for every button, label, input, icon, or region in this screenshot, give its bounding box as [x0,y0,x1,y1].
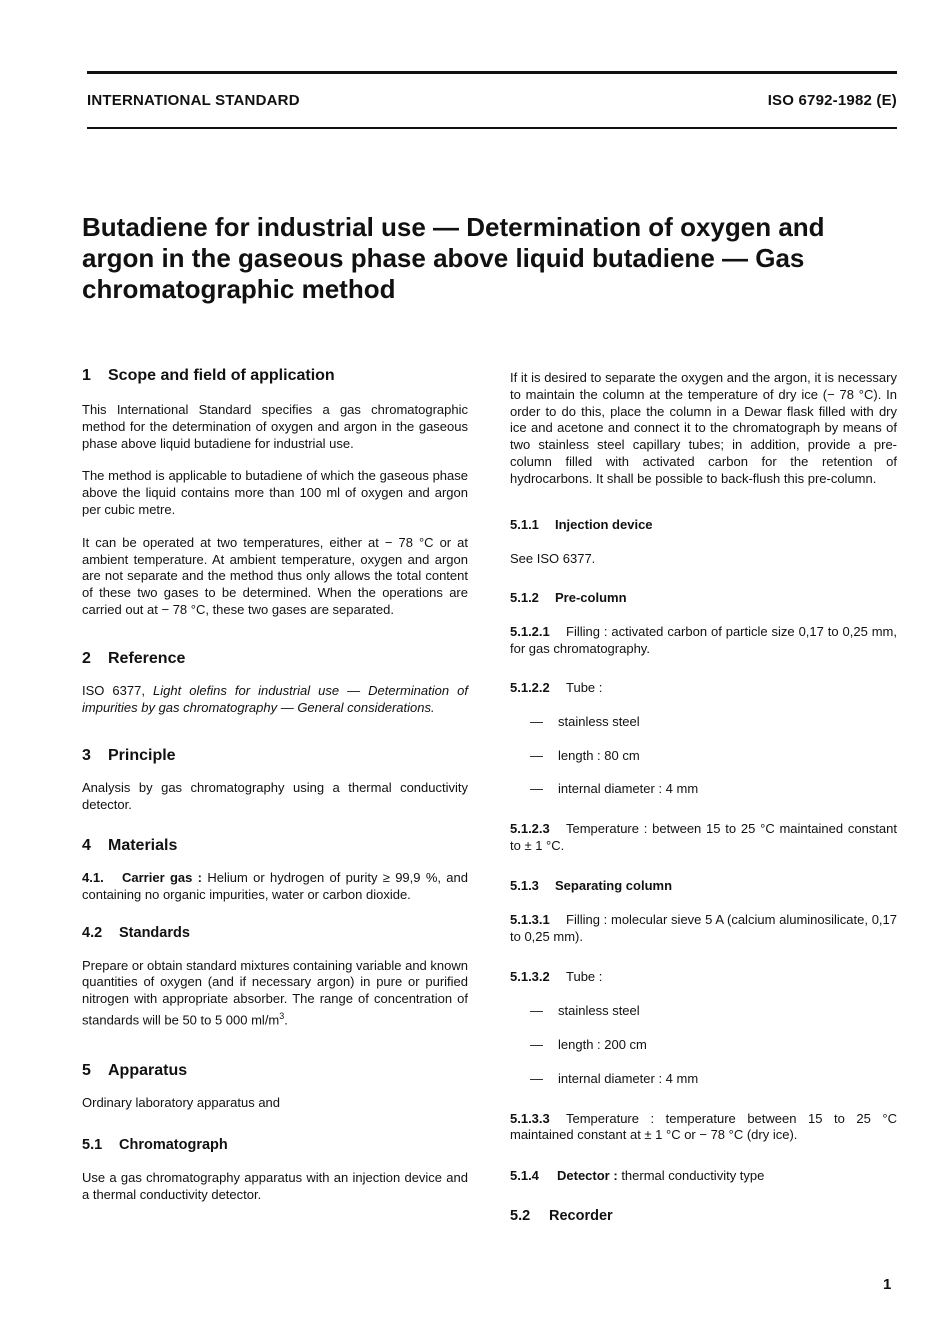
left-column [82,366,468,1203]
section-5-1-3-2-text: 5.1.3.2 Tube : [510,969,603,985]
section-5-1-4-text: 5.1.4 Detector : thermal conductivity type [510,1168,765,1184]
section-4-2-paragraph: Prepare or obtain standard mixtures containing variable and known quantities of oxygen (and if necessary argon) in pure or purified nitrogen with appropriate absorber. The range of concentration of standards will be 50 to 5 000 $ml/m^3$. [82,957,468,1028]
chromatograph-separation-paragraph: If it is desired to separate the oxygen and the argon, it is necessary to maintain the column at the temperature of dry ice (− 78 °C). In order to do this, place the column in a Dewar flask filled with dry ice and acetone and connect it to the chromatograph by means of two stainless steel capillary tubes; in addition, provide a pre-column filled with activated carbon for the retention of hydrocarbons. It shall be possible to back-flush this pre-column. [510,370,897,486]
section-5-1-3-3-text: 5.1.3.3 Temperature : temperature between 15 to 25 °C maintained constant at ± 1 °C or − 78 °C (dry ice). [510,1110,897,1143]
section-5-1-2-heading: 5.1.2 Pre-column [510,590,627,606]
section-1-paragraph-2: The method is applicable to butadiene of which the gaseous phase above the liquid contains more than 100 ml of oxygen and argon per cubic metre. [82,468,468,517]
section-5-heading: 5 Apparatus [82,1062,188,1080]
section-5-paragraph: Ordinary laboratory apparatus and [82,1095,281,1111]
section-4-2-heading: 4.2 Standards [82,924,190,941]
section-1-paragraph-1: This International Standard specifies a gas chromatographic method for the determination of oxygen and argon in the gaseous phase above liquid butadiene for industrial use. [82,402,468,451]
section-5-1-3-heading: 5.1.3 Separating column [510,877,673,893]
right-column [510,366,897,1225]
pre-column-tube-item: — internal diameter : 4 mm [530,781,699,797]
header-top-rule [87,71,897,74]
pre-column-tube-item: — stainless steel [530,713,640,729]
separating-column-tube-item: — length : 200 cm [530,1036,647,1052]
section-2-heading: 2 Reference [82,649,186,667]
section-5-1-1-heading: 5.1.1 Injection device [510,516,653,532]
section-1-paragraph-3: It can be operated at two temperatures, either at − 78 °C or at ambient temperature. At ambient temperature, oxygen and argon are not separate and the method thus only allows the total content of these two gases to be determined. When the operations are carried out at − 78 °C, these two gases are separated. [82,534,468,617]
section-4-heading: 4 Materials [82,836,178,854]
section-5-1-2-3-text: 5.1.2.3 Temperature : between 15 to 25 °C maintained constant to ± 1 °C. [510,821,897,853]
page-number: 1 [883,1276,892,1293]
section-5-1-paragraph: Use a gas chromatography apparatus with an injection device and a thermal conductivity detector. [82,1169,468,1202]
section-4-1-carrier-gas: 4.1. Carrier gas : Helium or hydrogen of purity ≥ 99,9 %, and containing no organic impurities, water or carbon dioxide. [82,869,468,902]
section-5-1-heading: 5.1 Chromatograph [82,1136,228,1153]
section-5-1-3-1-text: 5.1.3.1 Filling : molecular sieve 5 A (calcium aluminosilicate, 0,17 to 0,25 mm). [510,911,897,944]
section-3-paragraph: Analysis by gas chromatography using a thermal conductivity detector. [82,780,468,813]
section-5-2-heading: 5.2 Recorder [510,1207,613,1224]
header-standard-number: ISO 6792-1982 (E) [767,92,897,109]
section-5-1-1-text: See ISO 6377. [510,550,596,566]
section-5-1-2-2-text: 5.1.2.2 Tube : [510,679,603,695]
pre-column-tube-item: — length : 80 cm [530,747,640,763]
header-standard-type: INTERNATIONAL STANDARD [87,92,300,109]
section-3-heading: 3 Principle [82,747,176,765]
document-title: Butadiene for industrial use — Determination of oxygen and argon in the gaseous phase above liquid butadiene — Gas chromatographic method [82,212,825,304]
section-2-reference: ISO 6377, Light olefins for industrial use — Determination of impurities by gas chromatography — General considerations. [82,682,468,715]
section-5-1-2-1-text: 5.1.2.1 Filling : activated carbon of particle size 0,17 to 0,25 mm, for gas chromatography. [510,624,897,657]
separating-column-tube-item: — internal diameter : 4 mm [530,1070,699,1086]
section-1-heading: 1 Scope and field of application [82,367,335,384]
header-bottom-rule [87,127,897,129]
separating-column-tube-item: — stainless steel [530,1003,640,1019]
